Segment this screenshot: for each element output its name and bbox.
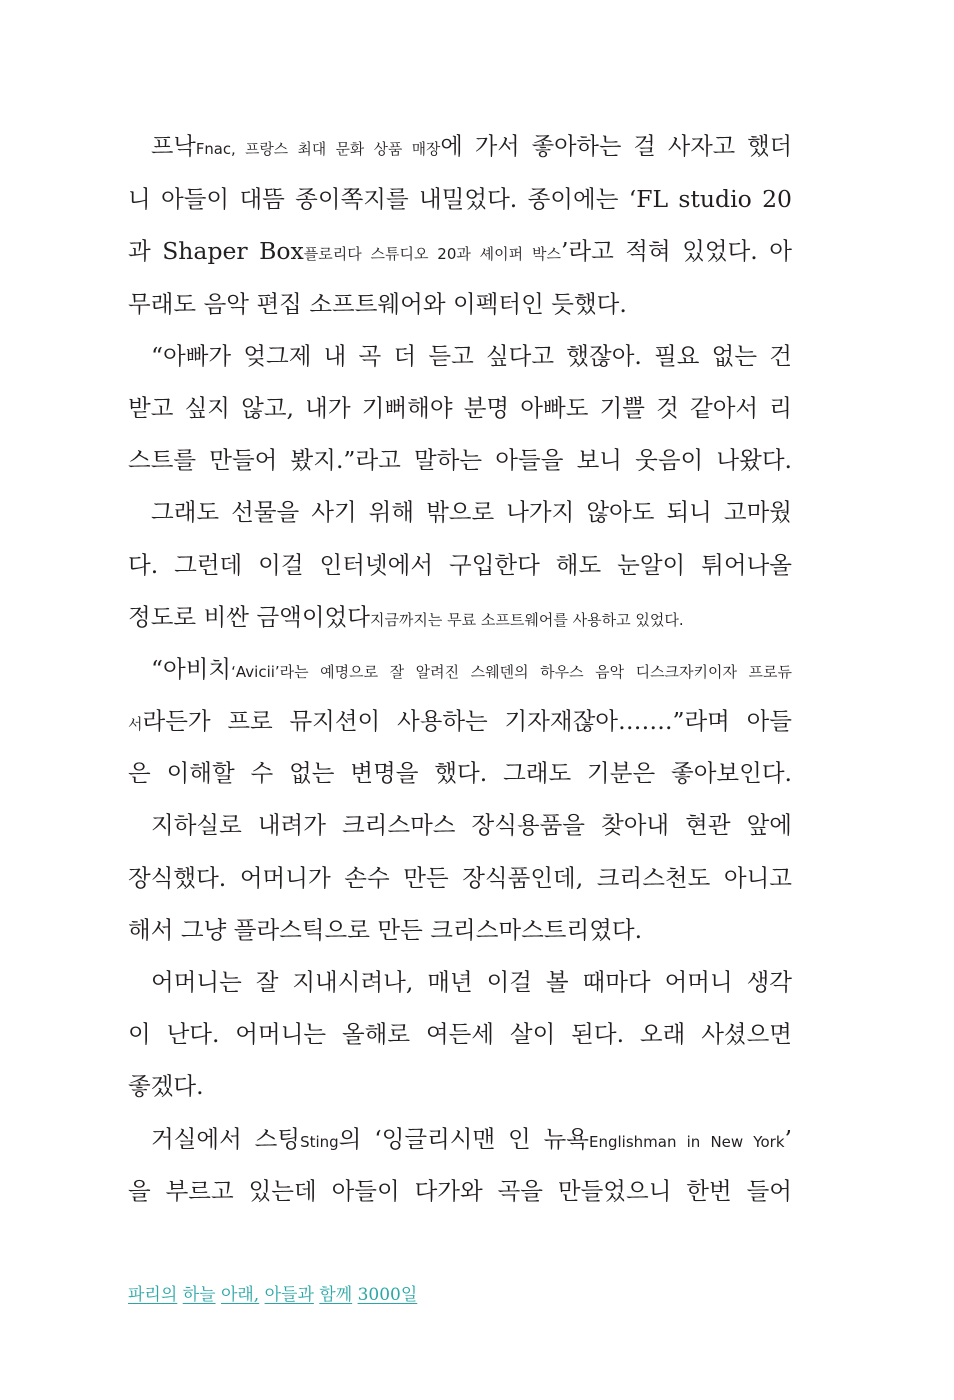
body-text: 과 Shaper Box [128, 237, 304, 266]
text-line [128, 330, 792, 382]
text-line [128, 121, 792, 173]
text-line [128, 486, 792, 538]
text-line [128, 956, 792, 1008]
body-text: 어머니는 잘 지내시려나, 매년 이걸 볼 때마다 어머니 생각 [151, 968, 792, 996]
body-text: 해서 그냥 플라스틱으로 만든 크리스마스트리였다. [128, 915, 643, 944]
body-text: 좋겠다. [128, 1072, 204, 1101]
body-text: “아빠가 엊그제 내 곡 더 듣고 싶다고 했잖아. 필요 없는 건 [151, 341, 792, 370]
text-line [128, 225, 792, 277]
body-text: 을 부르고 있는데 아들이 다가와 곡을 만들었으니 한번 들어 [128, 1176, 792, 1205]
text-line [128, 852, 792, 904]
text-line [128, 434, 792, 486]
footer-word: 3000일 [357, 1285, 418, 1305]
page-body [128, 121, 792, 1217]
footer-word: 하늘 [182, 1285, 216, 1305]
body-text: 의 ‘잉글리시맨 인 뉴욕 [338, 1124, 589, 1153]
body-text: ’라고 적혀 있었다. 아 [560, 237, 792, 266]
text-line [128, 799, 792, 851]
text-line [128, 591, 792, 643]
text-line [128, 1113, 792, 1165]
inline-annotation: Fnac, 프랑스 최대 문화 상품 매장 [195, 141, 441, 158]
inline-annotation: Sting [300, 1132, 339, 1151]
text-line [128, 747, 792, 799]
body-text: 거실에서 스팅 [151, 1124, 301, 1153]
body-text: 은 이해할 수 없는 변명을 했다. 그래도 기분은 좋아보인다. [128, 759, 792, 788]
body-text: 받고 싶지 않고, 내가 기뻐해야 분명 아빠도 기쁠 것 같아서 리 [128, 393, 792, 422]
inline-annotation: 플로리다 스튜디오 20과 셰이퍼 박스 [303, 245, 561, 264]
footer-word: 아들과 [264, 1285, 314, 1305]
body-text: 니 아들이 대뜸 종이쪽지를 내밀었다. 종이에는 ‘FL studio 20 [128, 185, 792, 214]
body-text: 스트를 만들어 봤지.”라고 말하는 아들을 보니 웃음이 나왔다. [128, 446, 792, 475]
body-text: 에 가서 좋아하는 걸 사자고 했더 [440, 133, 792, 160]
body-text: 지하실로 내려가 크리스마스 장식용품을 찾아내 현관 앞에 [151, 811, 792, 840]
book-title-footer [128, 1280, 417, 1305]
inline-annotation: Englishman in New York [589, 1132, 785, 1151]
text-line [128, 173, 792, 225]
inline-annotation: ‘Avicii’라는 예명으로 잘 알려진 스웨덴의 하우스 음악 디스크자키이자 프로듀 [231, 662, 792, 681]
text-line [128, 904, 792, 956]
body-text: ’ [784, 1124, 792, 1153]
footer-word: 아래, [220, 1285, 260, 1305]
text-line [128, 1060, 792, 1112]
footer-word: 함께 [319, 1285, 353, 1305]
text-line [128, 1008, 792, 1060]
text-line [128, 278, 792, 330]
text-line [128, 695, 792, 747]
text-line [128, 382, 792, 434]
body-text: 이 난다. 어머니는 올해로 여든세 살이 된다. 오래 사셨으면 [128, 1020, 792, 1049]
inline-annotation: 지금까지는 무료 소프트웨어를 사용하고 있었다. [369, 610, 684, 629]
text-line [128, 539, 792, 591]
body-text: 장식했다. 어머니가 손수 만든 장식품인데, 크리스천도 아니고 [128, 863, 792, 892]
inline-annotation: 서 [128, 715, 143, 734]
body-text: 정도로 비싼 금액이었다 [128, 602, 370, 631]
body-text: 그래도 선물을 사기 위해 밖으로 나가지 않아도 되니 고마웠 [151, 498, 792, 527]
text-line [128, 1165, 792, 1217]
body-text: 프낙 [151, 133, 196, 160]
body-text: “아비치 [151, 654, 232, 683]
body-text: 라든가 프로 뮤지션이 사용하는 기자재잖아…….”라며 아들 [142, 707, 792, 736]
text-line [128, 643, 792, 695]
footer-word: 파리의 [128, 1285, 178, 1305]
body-text: 다. 그런데 이걸 인터넷에서 구입한다 해도 눈알이 튀어나올 [128, 550, 792, 579]
body-text: 무래도 음악 편집 소프트웨어와 이펙터인 듯했다. [128, 289, 627, 318]
